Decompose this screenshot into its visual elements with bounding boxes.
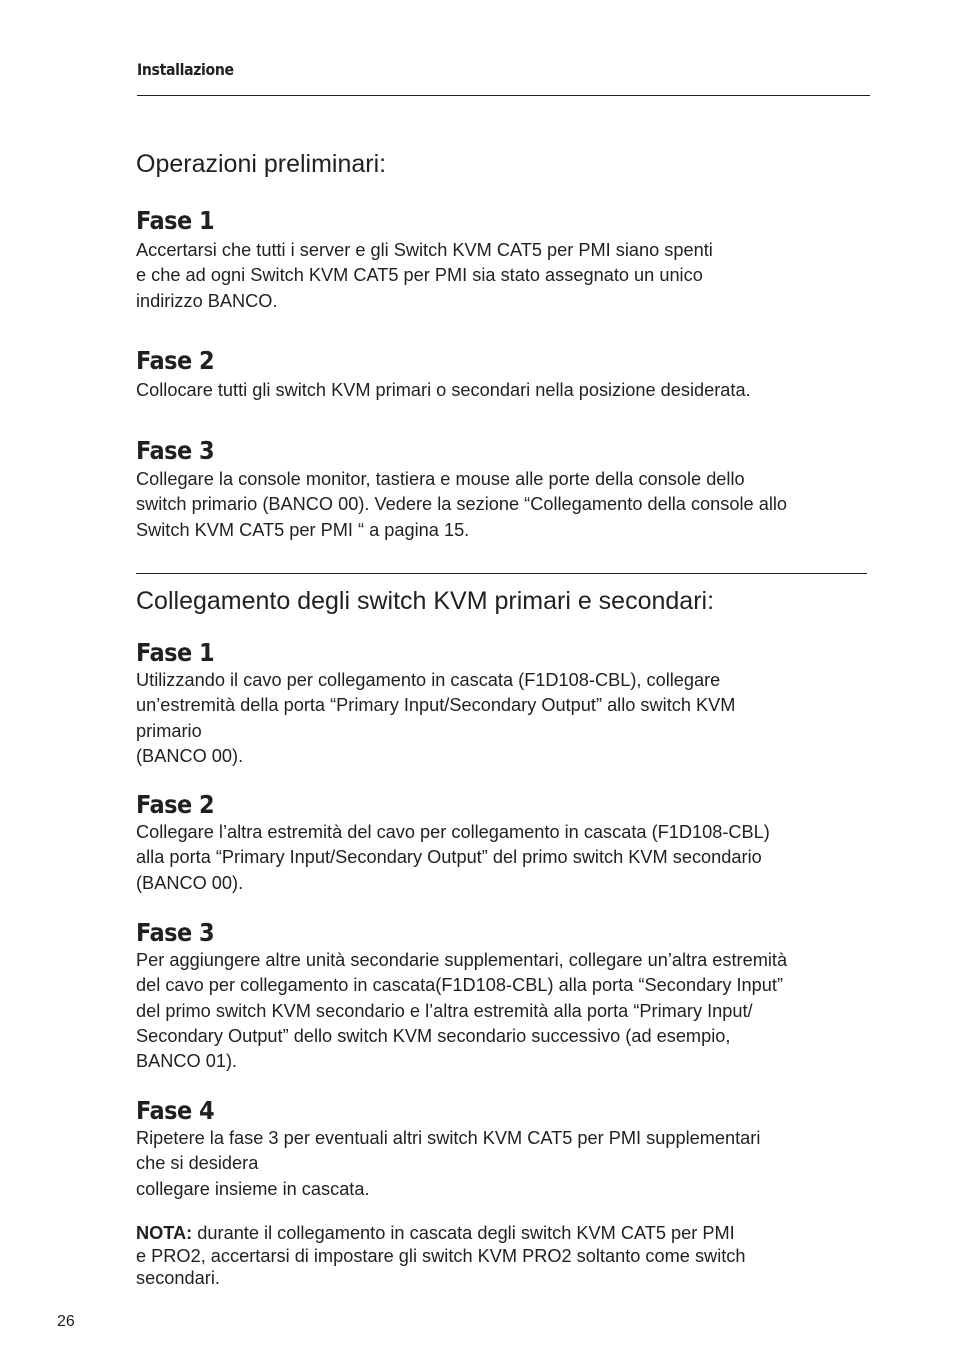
page-number: 26 xyxy=(57,1313,75,1330)
text-line: BANCO 01). xyxy=(136,1051,238,1072)
cascade-step-2-title: Fase 2 xyxy=(136,790,215,819)
text-line: switch primario (BANCO 00). Vedere la sezione “Collegamento della console allo xyxy=(136,494,788,515)
prelim-step-2-body xyxy=(136,378,876,403)
text-line: del primo switch KVM secondario e l’altra estremità alla porta “Primary Input/ xyxy=(136,1000,753,1021)
text-line: Switch KVM CAT5 per PMI “ a pagina 15. xyxy=(136,519,470,540)
text-line: secondari. xyxy=(136,1268,220,1288)
text-line: primario xyxy=(136,720,202,741)
cascade-step-3-body xyxy=(136,948,876,1074)
text-line xyxy=(136,1222,876,1245)
prelim-step-3-title: Fase 3 xyxy=(136,436,215,465)
text-line: Accertarsi che tutti i server e gli Switch KVM CAT5 per PMI siano spenti xyxy=(136,240,713,260)
text-line: Collegare la console monitor, tastiera e mouse alle porte della console dello xyxy=(136,469,745,489)
text-line: Per aggiungere altre unità secondarie supplementari, collegare un’altra estremità xyxy=(136,950,788,970)
cascade-step-4-body xyxy=(136,1126,876,1202)
header-divider xyxy=(137,95,870,96)
prelim-step-1-title: Fase 1 xyxy=(136,206,215,235)
text-line: Ripetere la fase 3 per eventuali altri switch KVM CAT5 per PMI supplementari xyxy=(136,1128,761,1148)
cascade-step-4-title: Fase 4 xyxy=(136,1096,215,1125)
text-line: Collocare tutti gli switch KVM primari o secondari nella posizione desiderata. xyxy=(136,380,751,400)
running-header: Installazione xyxy=(137,60,234,79)
note-block xyxy=(136,1222,876,1290)
text-line: Secondary Output” dello switch KVM secondario successivo (ad esempio, xyxy=(136,1025,731,1046)
cascade-step-3-title: Fase 3 xyxy=(136,918,215,947)
section-title-preliminary: Operazioni preliminari: xyxy=(136,150,387,178)
text-line: un’estremità della porta “Primary Input/Secondary Output” allo switch KVM xyxy=(136,695,736,716)
prelim-step-1-body xyxy=(136,238,876,314)
prelim-step-3-body xyxy=(136,467,876,543)
text-line: che si desidera xyxy=(136,1153,259,1174)
text-line: alla porta “Primary Input/Secondary Output” del primo switch KVM secondario xyxy=(136,847,762,868)
note-label: NOTA: xyxy=(136,1223,193,1243)
text-line: del cavo per collegamento in cascata(F1D108-CBL) alla porta “Secondary Input” xyxy=(136,975,784,996)
text-line: e PRO2, accertarsi di impostare gli switch KVM PRO2 soltanto come switch xyxy=(136,1245,746,1266)
section-divider xyxy=(136,573,867,574)
note-text: durante il collegamento in cascata degli switch KVM CAT5 per PMI xyxy=(192,1223,735,1243)
prelim-step-2-title: Fase 2 xyxy=(136,346,215,375)
text-line: Utilizzando il cavo per collegamento in cascata (F1D108-CBL), collegare xyxy=(136,670,721,690)
cascade-step-1-title: Fase 1 xyxy=(136,638,215,667)
cascade-step-1-body xyxy=(136,668,876,769)
cascade-step-2-body xyxy=(136,820,876,896)
text-line: collegare insieme in cascata. xyxy=(136,1178,370,1199)
text-line: Collegare l’altra estremità del cavo per collegamento in cascata (F1D108-CBL) xyxy=(136,822,770,842)
text-line: indirizzo BANCO. xyxy=(136,290,278,311)
text-line: (BANCO 00). xyxy=(136,872,244,893)
section-title-cascade: Collegamento degli switch KVM primari e secondari: xyxy=(136,587,715,615)
text-line: (BANCO 00). xyxy=(136,745,244,766)
text-line: e che ad ogni Switch KVM CAT5 per PMI sia stato assegnato un unico xyxy=(136,265,703,286)
